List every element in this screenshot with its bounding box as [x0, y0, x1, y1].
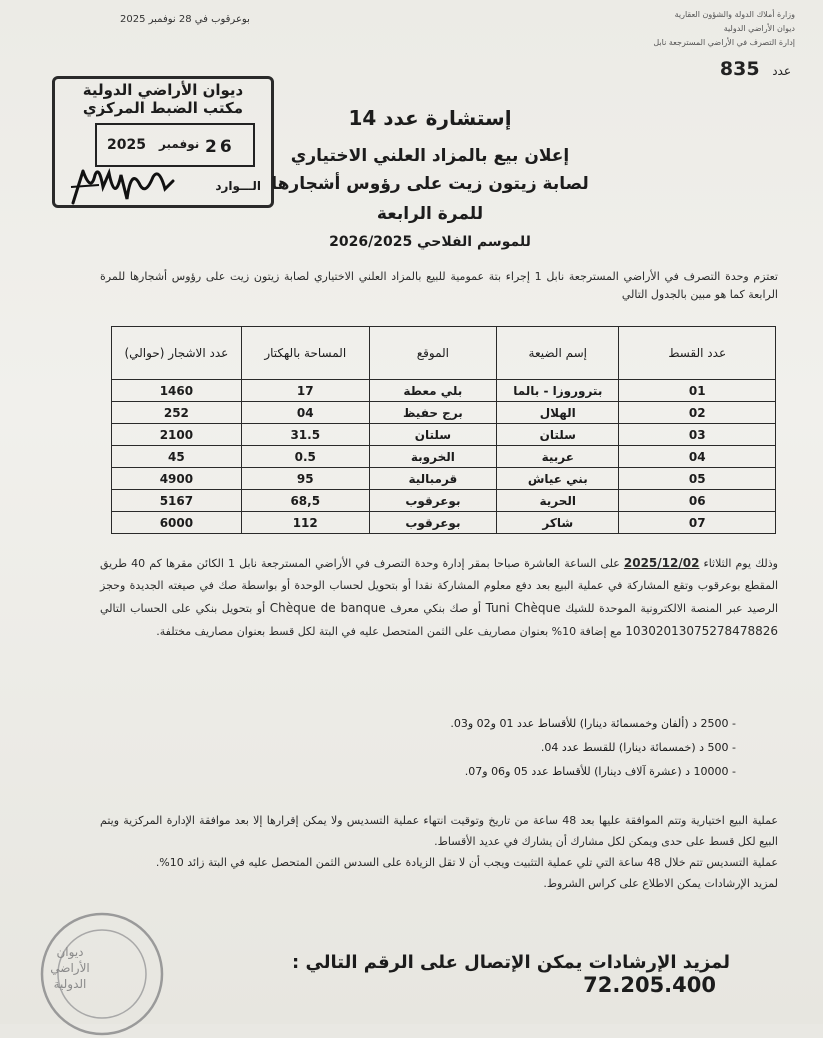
cell-location: سلتان: [369, 424, 496, 446]
cell-lot: 01: [619, 380, 776, 402]
cell-trees: 252: [112, 402, 242, 424]
cell-farm: بتروروزا - بالما: [497, 380, 619, 402]
auction-day: وذلك يوم الثلاثاء: [703, 557, 778, 570]
document-date: بوعرقوب في 28 نوفمبر 2025: [120, 14, 250, 25]
cell-location: قرمبالية: [369, 468, 496, 490]
announcement-season: للموسم الفلاحي 2026/2025: [329, 234, 531, 250]
fee-item: - 2500 د (ألفان وخمسمائة دينارا) للأقساط عدد 01 و02 و03.: [380, 712, 736, 736]
cell-farm: عربية: [497, 446, 619, 468]
cell-lot: 03: [619, 424, 776, 446]
incoming-mail-stamp: [52, 76, 274, 208]
cell-area: 31.5: [241, 424, 369, 446]
cell-trees: 5167: [112, 490, 242, 512]
table-row: [112, 512, 776, 534]
round-stamp-text: ديوان الأراضي الدولية: [50, 945, 90, 991]
auction-details-text-4: مع إضافة 10% بعنوان مصاريف على الثمن المتحصل عليه في البتة لكل قسط بعنوان مصاريف مختلفة.: [156, 625, 622, 638]
cell-area: 95: [241, 468, 369, 490]
cell-farm: الهلال: [497, 402, 619, 424]
reference-number: [720, 58, 791, 80]
lots-table: [111, 326, 776, 534]
table-row: [112, 468, 776, 490]
reference-number-prefix: عدد: [772, 64, 791, 78]
cell-location: برج حفيظ: [369, 402, 496, 424]
cell-trees: 1460: [112, 380, 242, 402]
term-more-info: لمزيد الإرشادات يمكن الاطلاع على كراس الشروط.: [543, 877, 778, 890]
auction-details-text-3: أو بتحويل بنكي على الحساب التالي: [100, 602, 266, 615]
cell-farm: شاكر: [497, 512, 619, 534]
cell-lot: 04: [619, 446, 776, 468]
cell-area: 68,5: [241, 490, 369, 512]
stamp-date-box: [95, 123, 255, 167]
auction-details-text: على الساعة العاشرة صباحا بمقر إدارة وحدة التصرف في الأراضي المسترجعة نابل 1 الكائن مقرها كم 40 طريق المقطع بوعرقوب وتقع المشاركة في عملية البيع بعد دفع معلوم المشاركة نقدا أو بتحويل لحساب الوحدة أو بواسطة صك في صيغته الجديدة وحجز الرصيد عبر المنصة الالكترونية الموحدة للشيك: [100, 557, 779, 615]
stamp-year: 2025: [107, 137, 146, 153]
sender-reference: [645, 8, 795, 50]
cell-trees: 2100: [112, 424, 242, 446]
cell-area: 04: [241, 402, 369, 424]
cell-trees: 45: [112, 446, 242, 468]
table-row: [112, 446, 776, 468]
table-row: [112, 490, 776, 512]
col-header-trees: عدد الاشجار (حوالي): [112, 327, 242, 380]
col-header-farm: إسم الضيعة: [497, 327, 619, 380]
cell-area: 17: [241, 380, 369, 402]
ref-line: إدارة التصرف في الأراضي المسترجعة نابل: [653, 38, 795, 47]
cell-location: الخروبة: [369, 446, 496, 468]
participation-fees-list: [380, 712, 736, 784]
stamp-month: نوفمبر: [159, 137, 200, 151]
ref-line: ديوان الأراضي الدولية: [723, 24, 795, 33]
fee-item: - 10000 د (عشرة آلاف دينارا) للأقساط عدد 05 و06 و07.: [380, 760, 736, 784]
cell-farm: الحرية: [497, 490, 619, 512]
term-approval: عملية البيع اختيارية وتتم الموافقة عليها بعد 48 ساعة من تاريخ وتوقيت انتهاء عملية التسديس ولا يمكن إقرارها إلا بعد موافقة الإدارة المركزية ويتم البيع لكل قسط على حدى ويمكن لكل مشارك أن يشارك في عديد الأقساط.: [100, 814, 778, 848]
handwritten-incoming-number: [69, 163, 179, 207]
intro-paragraph: تعتزم وحدة التصرف في الأراضي المسترجعة نابل 1 إجراء بتة عمومية للبيع بالمزاد العلني الاختياري لصابة زيتون زيت على رؤوس أشجارها للمرة الرابعة كما هو مبين بالجدول التالي: [100, 270, 778, 301]
auction-date: 2025/12/02: [623, 556, 700, 570]
announcement-title: إعلان بيع بالمزاد العلني الاختياري: [290, 146, 570, 166]
cell-location: بلي معطة: [369, 380, 496, 402]
stamp-incoming-label: الـــوارد: [215, 179, 261, 193]
contact-label: لمزيد الإرشادات يمكن الإتصال على الرقم التالي :: [292, 952, 730, 973]
table-row: [112, 424, 776, 446]
cell-farm: سلتان: [497, 424, 619, 446]
cell-lot: 05: [619, 468, 776, 490]
contact-line: [170, 952, 730, 997]
cell-farm: بني عياش: [497, 468, 619, 490]
cell-trees: 4900: [112, 468, 242, 490]
col-header-lot: عدد القسط: [619, 327, 776, 380]
table-header-row: [112, 327, 776, 380]
table-row: [112, 380, 776, 402]
auction-details-text-2: أو صك بنكي معرف: [390, 602, 482, 615]
contact-phone: 72.205.400: [583, 973, 716, 997]
announcement-subject: لصابة زيتون زيت على رؤوس أشجارها: [271, 174, 589, 194]
cheque-de-banque-label: Chèque de banque: [269, 601, 386, 615]
fee-item: - 500 د (خمسمائة دينارا) للقسط عدد 04.: [380, 736, 736, 760]
bank-account-number: 10302013075278478826: [625, 624, 778, 638]
consultation-title: إستشارة عدد 14: [348, 106, 512, 130]
stamp-day: 26: [205, 137, 235, 157]
tuni-cheque-label: Tuni Chèque: [485, 601, 561, 615]
cell-lot: 07: [619, 512, 776, 534]
announcement-round: للمرة الرابعة: [376, 204, 484, 224]
terms-paragraph: [100, 810, 778, 894]
cell-trees: 6000: [112, 512, 242, 534]
auction-details-paragraph: [100, 552, 778, 643]
col-header-location: الموقع: [369, 327, 496, 380]
cell-lot: 02: [619, 402, 776, 424]
table-row: [112, 402, 776, 424]
reference-number-value: 835: [719, 58, 760, 80]
term-sixth-bid: عملية التسديس تتم خلال 48 ساعة التي تلي عملية التثبيت ويجب أن لا تقل الزيادة على السدس الثمن المتحصل عليه في البتة زائد 10%.: [155, 856, 778, 869]
cell-lot: 06: [619, 490, 776, 512]
col-header-area: المساحة بالهكتار: [241, 327, 369, 380]
cell-area: 112: [241, 512, 369, 534]
cell-area: 0.5: [241, 446, 369, 468]
stamp-office-name: ديوان الأراضي الدولية: [82, 81, 244, 99]
stamp-department: مكتب الضبط المركزي: [82, 99, 244, 117]
cell-location: بوعرقوب: [369, 490, 496, 512]
cell-location: بوعرقوب: [369, 512, 496, 534]
ref-line: وزارة أملاك الدولة والشؤون العقارية: [674, 10, 795, 19]
